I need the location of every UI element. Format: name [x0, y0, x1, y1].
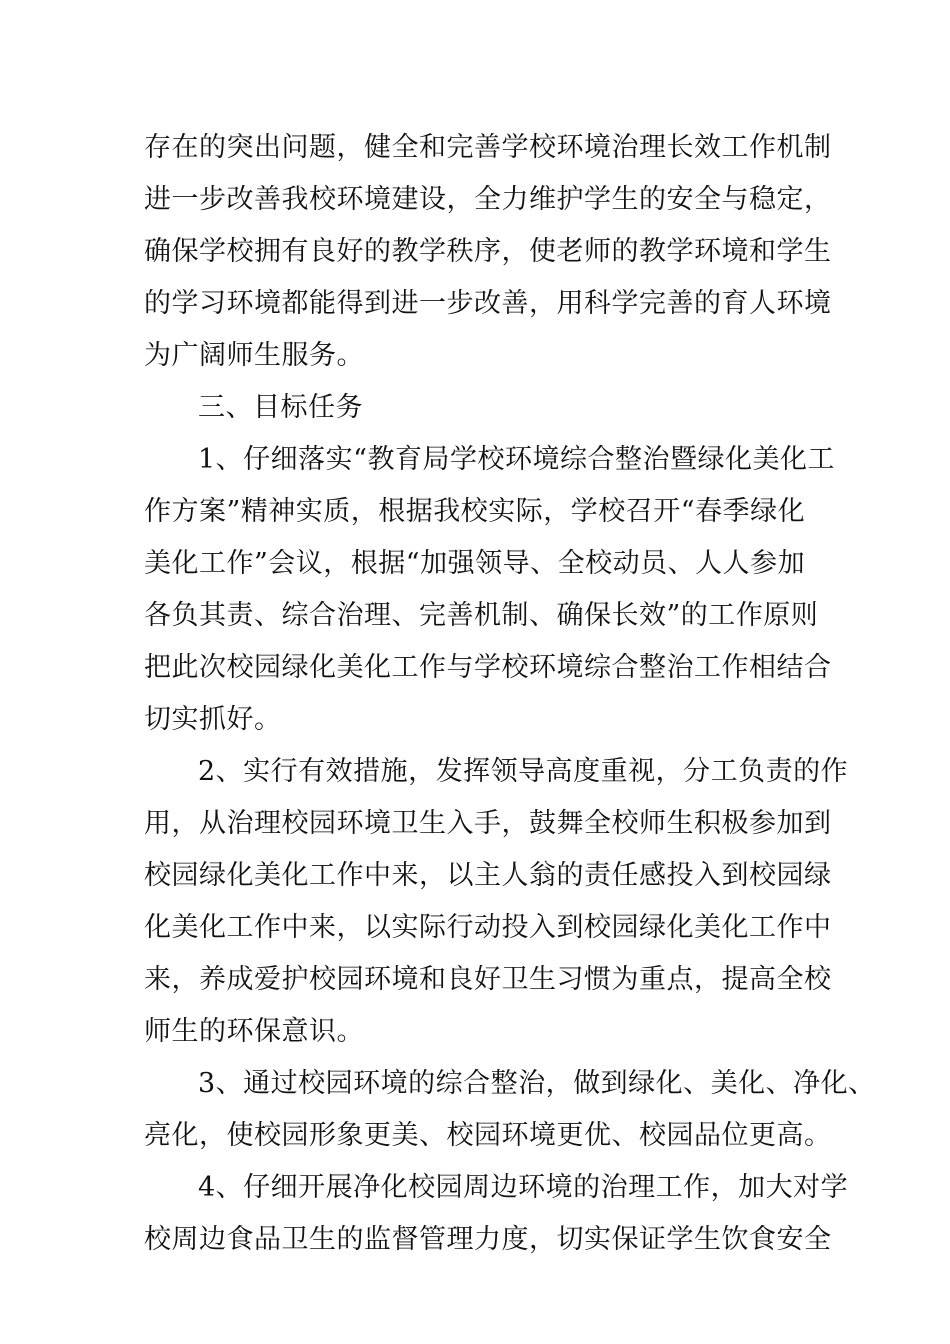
- text-line: 为广阔师生服务。: [144, 340, 364, 371]
- paragraph-start-line: 3、通过校园环境的综合整治，做到绿化、美化、净化、: [198, 1068, 876, 1099]
- paragraph-start-line: 1、仔细落实“教育局学校环境综合整治暨绿化美化工: [198, 444, 835, 475]
- text-line: 的学习环境都能得到进一步改善，用科学完善的育人环境: [144, 288, 832, 319]
- text-line: 来，养成爱护校园环境和良好卫生习惯为重点，提高全校: [144, 964, 832, 995]
- text-line: 存在的突出问题，健全和完善学校环境治理长效工作机制: [144, 132, 832, 163]
- text-line: 切实抓好。: [144, 704, 282, 735]
- paragraph-start-line: 2、实行有效措施，发挥领导高度重视，分工负责的作: [198, 756, 849, 787]
- text-line: 校周边食品卫生的监督管理力度，切实保证学生饮食安全: [144, 1224, 832, 1255]
- document-body: [144, 122, 876, 1266]
- paragraph-start-line: 4、仔细开展净化校园周边环境的治理工作，加大对学: [198, 1172, 849, 1203]
- text-line: 确保学校拥有良好的教学秩序，使老师的教学环境和学生: [144, 236, 832, 267]
- text-line: 进一步改善我校环境建设，全力维护学生的安全与稳定，: [144, 184, 832, 215]
- text-line: 各负其责、综合治理、完善机制、确保长效”的工作原则: [144, 600, 819, 631]
- text-line: 化美化工作中来，以实际行动投入到校园绿化美化工作中: [144, 912, 832, 943]
- text-line: 亮化，使校园形象更美、校园环境更优、校园品位更高。: [144, 1120, 832, 1151]
- text-line: 作方案”精神实质，根据我校实际，学校召开“春季绿化: [144, 496, 806, 527]
- text-line: 用，从治理校园环境卫生入手，鼓舞全校师生积极参加到: [144, 808, 832, 839]
- text-line: 师生的环保意识。: [144, 1016, 364, 1047]
- text-line: 美化工作”会议，根据“加强领导、全校动员、人人参加: [144, 548, 806, 579]
- section-heading: 三、目标任务: [198, 392, 363, 423]
- text-line: 校园绿化美化工作中来，以主人翁的责任感投入到校园绿: [144, 860, 832, 891]
- text-line: 把此次校园绿化美化工作与学校环境综合整治工作相结合: [144, 652, 832, 683]
